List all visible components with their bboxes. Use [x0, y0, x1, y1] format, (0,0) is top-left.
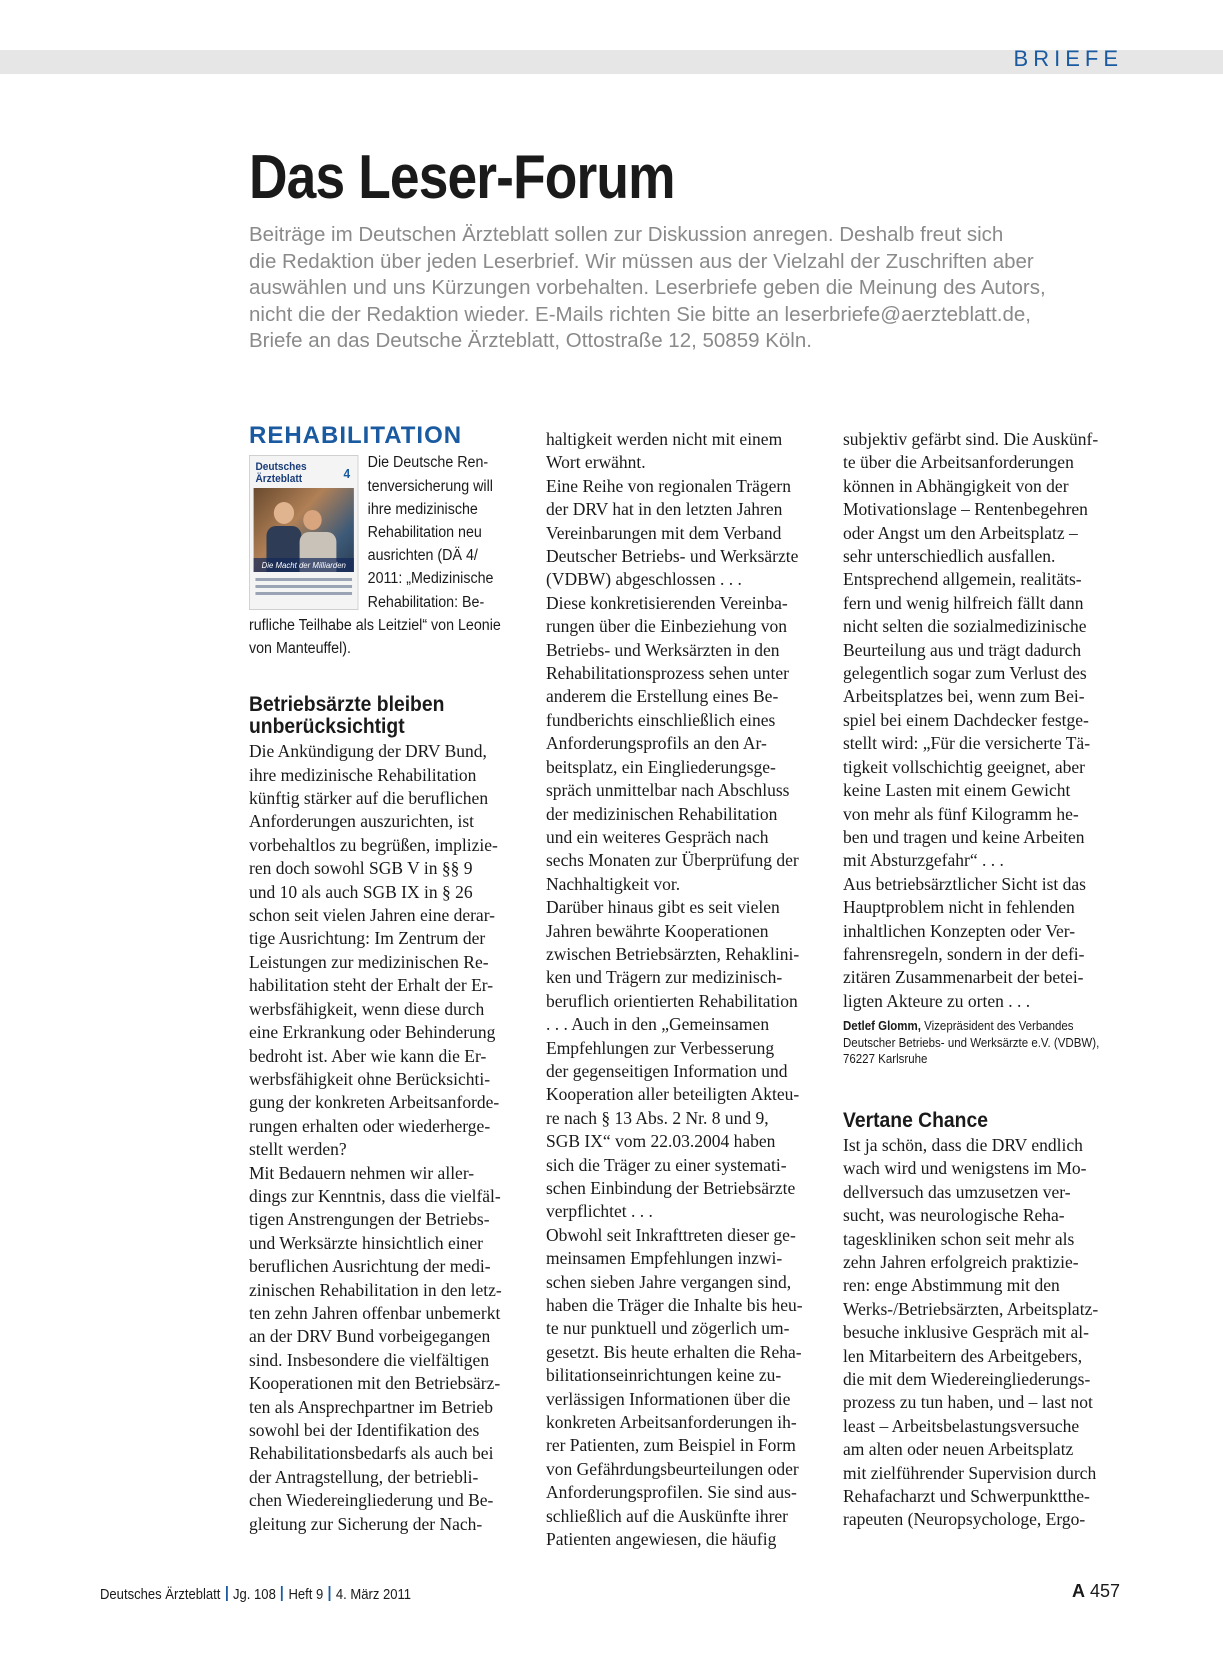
- text-line: rer Patienten, zum Beispiel in Form: [546, 1435, 796, 1456]
- text-line: ren: enge Abstimmung mit den: [843, 1275, 1060, 1296]
- text-line: der gegenseitigen Information und: [546, 1060, 788, 1081]
- text-line: SGB IX“ vom 22.03.2004 haben: [546, 1131, 776, 1152]
- text-line: Obwohl seit Inkrafttreten dieser ge-: [546, 1224, 796, 1245]
- text-line: schen sieben Jahre vergangen sind,: [546, 1271, 792, 1292]
- text-line: sich die Träger zu einer systemati-: [546, 1154, 787, 1175]
- text-line: fundberichts einschließlich eines: [546, 709, 776, 730]
- text-line: nicht selten die sozialmedizinische: [843, 616, 1087, 637]
- text-line: ten zehn Jahren offenbar unbemerkt: [249, 1302, 501, 1323]
- text-line: len Mitarbeitern des Arbeitgebers,: [843, 1345, 1083, 1366]
- magazine-cover-image: [249, 455, 358, 610]
- text-line: zinischen Rehabilitation in den letz-: [249, 1279, 502, 1300]
- text-line: beruflichen Ausrichtung der medi-: [249, 1256, 491, 1277]
- text-line: Beurteilung aus und trägt dadurch: [843, 639, 1082, 660]
- text-line: bedroht ist. Aber wie kann die Er-: [249, 1045, 487, 1066]
- letter-body: [843, 428, 1123, 1013]
- text-line: te über die Arbeitsanforderungen: [843, 452, 1074, 473]
- text-line: Die Ankündigung der DRV Bund,: [249, 741, 487, 762]
- text-line: ken und Trägern zur medizinisch-: [546, 967, 783, 988]
- text-line: rungen erhalten oder wiederherge-: [249, 1115, 491, 1136]
- footer-separator: [226, 1586, 228, 1601]
- text-line: re nach § 13 Abs. 2 Nr. 8 und 9,: [546, 1107, 769, 1128]
- footer-date: 4. März 2011: [335, 1587, 412, 1603]
- text-line: Hauptproblem nicht in fehlenden: [843, 897, 1075, 918]
- text-line: subjektiv gefärbt sind. Die Auskünf-: [843, 429, 1099, 449]
- section-label: BRIEFE: [1013, 46, 1123, 71]
- text-line: mit zielführender Supervision durch: [843, 1462, 1097, 1483]
- text-line: beruflich orientierten Rehabilitation: [546, 990, 798, 1011]
- footer-citation: [100, 1586, 411, 1603]
- text-line: Darüber hinaus gibt es seit vielen: [546, 897, 780, 918]
- text-line: sucht, was neurologische Reha-: [843, 1205, 1065, 1226]
- text-line: Empfehlungen zur Verbesserung: [546, 1037, 775, 1058]
- text-line: der DRV hat in den letzten Jahren: [546, 499, 783, 520]
- text-line: fahrensregeln, sondern in der defi-: [843, 943, 1085, 964]
- page-prefix: A: [1071, 1581, 1085, 1601]
- text-line: verlässigen Informationen über die: [546, 1388, 791, 1409]
- text-line: Rehabilitationsprozess sehen unter: [546, 663, 789, 684]
- text-line: Kooperationen mit den Betriebsärz-: [249, 1373, 501, 1394]
- teaser-line: ihre medizinische: [367, 500, 478, 518]
- text-line: ben und tragen und keine Arbeiten: [843, 826, 1085, 847]
- text-line: dellversuch das umzusetzen ver-: [843, 1181, 1071, 1202]
- text-line: Jahren bewährte Kooperationen: [546, 920, 769, 941]
- text-line: die mit dem Wiedereingliederungs-: [843, 1369, 1091, 1389]
- text-line: Betriebs- und Werksärzten in den: [546, 639, 780, 660]
- text-line: meinsamen Empfehlungen inzwi-: [546, 1248, 783, 1269]
- text-line: least – Arbeitsbelastungsversuche: [843, 1415, 1080, 1436]
- text-line: Rehafacharzt und Schwerpunktthe-: [843, 1486, 1090, 1507]
- text-line: keine Lasten mit einem Gewicht: [843, 780, 1071, 801]
- footer-separator: [329, 1586, 331, 1601]
- text-line: rungen über die Einbeziehung von: [546, 616, 788, 637]
- signature-line: 76227 Karlsruhe: [843, 1052, 928, 1067]
- footer-separator: [281, 1586, 283, 1601]
- text-line: konkreten Arbeitsanforderungen ih-: [546, 1412, 797, 1433]
- text-line: an der DRV Bund vorbeigegangen: [249, 1326, 491, 1347]
- text-line: können in Abhängigkeit von der: [843, 475, 1069, 496]
- intro-line: Briefe an das Deutsche Ärzteblatt, Ottostraße 12, 50859 Köln.: [249, 329, 812, 353]
- column-3: [843, 428, 1123, 1532]
- intro-line: Beiträge im Deutschen Ärzteblatt sollen zur Diskussion anregen. Deshalb freut sich: [249, 223, 1004, 246]
- text-line: eine Erkrankung oder Behinderung: [249, 1022, 496, 1043]
- letter-body: [843, 1134, 1123, 1532]
- text-line: Ist ja schön, dass die DRV endlich: [843, 1134, 1083, 1155]
- text-line: werbsfähigkeit, wenn diese durch: [249, 998, 485, 1019]
- text-line: Werks-/Betriebsärzten, Arbeitsplatz-: [843, 1298, 1099, 1319]
- headline-line: Betriebsärzte bleiben: [249, 693, 445, 717]
- text-line: chen Wiedereingliederung und Be-: [249, 1490, 494, 1511]
- text-line: schon seit vielen Jahren eine derar-: [249, 905, 495, 926]
- intro-line: nicht die der Redaktion wieder. E-Mails richten Sie bitte an leserbriefe@aerzteblatt.de,: [249, 302, 1031, 326]
- text-line: Patienten angewiesen, die häufig: [546, 1529, 777, 1550]
- text-line: verpflichtet . . .: [546, 1201, 653, 1222]
- cover-text-lines: [255, 578, 352, 599]
- teaser-line: Rehabilitation: Be-: [367, 593, 485, 611]
- text-line: vorbehaltlos zu begrüßen, implizie-: [249, 834, 498, 855]
- text-line: und Werksärzte hinsichtlich einer: [249, 1232, 483, 1253]
- footer-journal: Deutsches Ärzteblatt: [100, 1587, 221, 1603]
- text-line: spräch unmittelbar nach Abschluss: [546, 780, 790, 801]
- text-line: von mehr als fünf Kilogramm he-: [843, 803, 1079, 824]
- text-line: Motivationslage – Rentenbegehren: [843, 499, 1088, 520]
- text-line: und ein weiteres Gespräch nach: [546, 826, 769, 847]
- text-line: haben die Träger die Inhalte bis heu-: [546, 1295, 803, 1316]
- teaser-line: 2011: „Medizinische: [367, 570, 494, 588]
- text-line: dings zur Kenntnis, dass die vielfäl-: [249, 1185, 501, 1206]
- text-line: sehr unterschiedlich ausfallen.: [843, 546, 1056, 567]
- text-line: gesetzt. Bis heute erhalten die Reha-: [546, 1341, 802, 1362]
- footer-issue: Heft 9: [288, 1587, 324, 1603]
- signature-line: Vizepräsident des Verbandes: [920, 1019, 1074, 1034]
- text-line: besuche inklusive Gespräch mit al-: [843, 1322, 1089, 1343]
- text-line: zitären Zusammenarbeit der betei-: [843, 967, 1084, 988]
- cover-title: Deutsches Ärzteblatt: [255, 461, 307, 486]
- text-line: te nur punktuell und zögerlich um-: [546, 1318, 790, 1339]
- text-line: sowohl bei der Identifikation des: [249, 1420, 480, 1441]
- text-line: zehn Jahren erfolgreich praktizie-: [843, 1251, 1079, 1272]
- text-line: Kooperation aller beteiligten Akteu-: [546, 1084, 800, 1105]
- signature-name: Detlef Glomm,: [843, 1019, 921, 1034]
- text-line: und 10 als auch SGB IX in § 26: [249, 881, 473, 902]
- text-line: stellt werden?: [249, 1139, 347, 1160]
- text-line: Leistungen zur medizinischen Re-: [249, 951, 489, 972]
- text-line: spiel bei einem Dachdecker festge-: [843, 709, 1089, 730]
- letter-headline: [249, 694, 525, 738]
- text-line: Eine Reihe von regionalen Trägern: [546, 475, 791, 496]
- text-line: werbsfähigkeit ohne Berücksichti-: [249, 1068, 491, 1089]
- text-line: Wort erwähnt.: [546, 452, 646, 473]
- text-line: tageskliniken schon seit mehr als: [843, 1228, 1075, 1249]
- page-number-value: 457: [1089, 1581, 1120, 1601]
- text-line: schen Einbindung der Betriebsärzte: [546, 1178, 796, 1198]
- text-line: Entsprechend allgemein, realitäts-: [843, 569, 1082, 590]
- text-line: Anforderungsprofils an den Ar-: [546, 733, 767, 754]
- intro-text: [249, 222, 1129, 355]
- text-line: Deutscher Betriebs- und Werksärzte: [546, 546, 799, 567]
- column-2: [546, 428, 826, 1552]
- text-line: bilitationseinrichtungen keine zu-: [546, 1365, 782, 1386]
- text-line: sechs Monaten zur Überprüfung der: [546, 850, 799, 871]
- text-line: inhaltlichen Konzepten oder Ver-: [843, 920, 1076, 941]
- text-line: ren doch sowohl SGB V in §§ 9: [249, 858, 473, 879]
- text-line: oder Angst um den Arbeitsplatz –: [843, 522, 1078, 543]
- rubric-heading: REHABILITATION: [249, 422, 463, 449]
- text-line: gelegentlich sogar zum Verlust des: [843, 663, 1087, 684]
- text-line: von Gefährdungsbeurteilungen oder: [546, 1458, 799, 1479]
- page-number: [1072, 1581, 1120, 1602]
- text-line: tige Ausrichtung: Im Zentrum der: [249, 928, 486, 949]
- text-line: prozess zu tun haben, und – last not: [843, 1392, 1093, 1413]
- text-line: tigkeit vollschichtig geeignet, aber: [843, 756, 1086, 777]
- letter-body: [546, 428, 826, 1552]
- text-line: der Antragstellung, der betriebli-: [249, 1466, 479, 1487]
- signature: [843, 1018, 1119, 1068]
- text-line: ligten Akteure zu orten . . .: [843, 990, 1031, 1011]
- cover-headline: Die Macht der Milliarden: [254, 558, 354, 572]
- cover-issue-number: 4: [343, 466, 351, 482]
- text-line: Vereinbarungen mit dem Verband: [546, 522, 782, 543]
- page-title: Das Leser-Forum: [249, 143, 675, 212]
- teaser-line: Die Deutsche Ren-: [367, 454, 489, 472]
- text-line: tigen Anstrengungen der Betriebs-: [249, 1209, 490, 1230]
- text-line: zwischen Betriebsärzten, Rehaklini-: [546, 943, 800, 964]
- text-line: haltigkeit werden nicht mit einem: [546, 429, 783, 449]
- teaser-line: rufliche Teilhabe als Leitziel“ von Leonie: [249, 616, 501, 634]
- text-line: künftig stärker auf die beruflichen: [249, 788, 489, 809]
- text-line: stellt wird: „Für die versicherte Tä-: [843, 733, 1091, 754]
- text-line: anderem die Erstellung eines Be-: [546, 686, 779, 707]
- text-line: Nachhaltigkeit vor.: [546, 873, 681, 894]
- teaser-line: Rehabilitation neu: [367, 524, 482, 542]
- teaser-line: ausrichten (DÄ 4/: [367, 547, 478, 565]
- teaser: [249, 451, 529, 660]
- text-line: ten als Ansprechpartner im Betrieb: [249, 1396, 493, 1417]
- teaser-line: tenversicherung will: [367, 477, 493, 495]
- text-line: Mit Bedauern nehmen wir aller-: [249, 1162, 475, 1183]
- text-line: am alten oder neuen Arbeitsplatz: [843, 1439, 1074, 1460]
- headline-line: unberücksichtigt: [249, 715, 405, 739]
- text-line: sind. Insbesondere die vielfältigen: [249, 1349, 490, 1370]
- text-line: rapeuten (Neuropsychologe, Ergo-: [843, 1509, 1086, 1530]
- footer-volume: Jg. 108: [233, 1587, 276, 1603]
- intro-line: auswählen und uns Kürzungen vorbehalten. Leserbriefe geben die Meinung des Autors,: [249, 276, 1046, 300]
- intro-line: die Redaktion über jeden Leserbrief. Wir müssen aus der Vielzahl der Zuschriften aber: [249, 249, 1034, 273]
- text-line: ihre medizinische Rehabilitation: [249, 764, 477, 785]
- text-line: Aus betriebsärztlicher Sicht ist das: [843, 873, 1086, 894]
- text-line: Arbeitsplatzes bei, wenn zum Bei-: [843, 686, 1085, 707]
- text-line: . . . Auch in den „Gemeinsamen: [546, 1014, 770, 1035]
- text-line: Rehabilitationsbedarfs als auch bei: [249, 1443, 494, 1464]
- text-line: (VDBW) abgeschlossen . . .: [546, 569, 742, 590]
- text-line: Diese konkretisierenden Vereinba-: [546, 592, 788, 613]
- signature-line: Deutscher Betriebs- und Werksärzte e.V. (VDBW),: [843, 1035, 1100, 1050]
- letter-headline: Vertane Chance: [843, 1108, 988, 1132]
- letter-body: [249, 740, 529, 1536]
- text-line: gung der konkreten Arbeitsanforde-: [249, 1092, 500, 1113]
- text-line: schließlich auf die Auskünfte ihrer: [546, 1505, 789, 1526]
- column-1: [249, 422, 529, 1536]
- text-line: Anforderungsprofilen. Sie sind aus-: [546, 1482, 797, 1503]
- text-line: der medizinischen Rehabilitation: [546, 803, 778, 824]
- teaser-line: von Manteuffel).: [249, 640, 352, 658]
- text-line: mit Absturzgefahr“ . . .: [843, 850, 1004, 871]
- text-line: Anforderungen auszurichten, ist: [249, 811, 474, 832]
- text-line: beitsplatz, ein Eingliederungsge-: [546, 756, 776, 777]
- text-line: wach wird und wenigstens im Mo-: [843, 1158, 1087, 1179]
- text-line: habilitation steht der Erhalt der Er-: [249, 975, 494, 996]
- text-line: gleitung zur Sicherung der Nach-: [249, 1513, 483, 1534]
- text-line: fern und wenig hilfreich fällt dann: [843, 592, 1084, 613]
